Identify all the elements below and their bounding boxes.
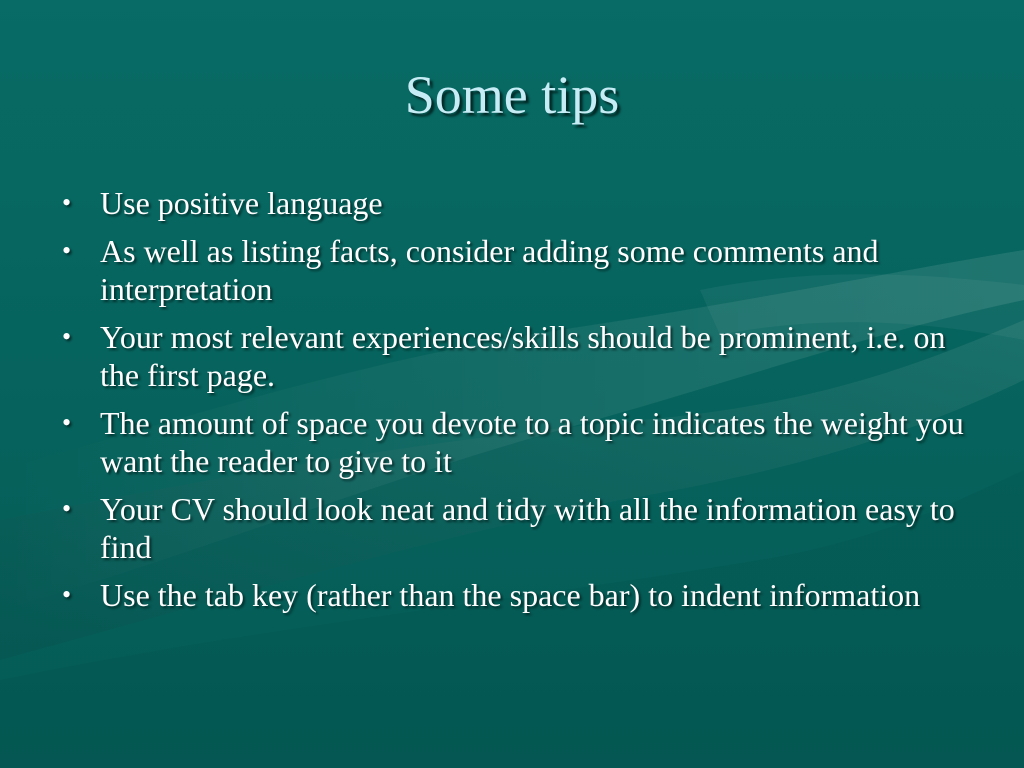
- bullet-icon: •: [62, 493, 72, 523]
- bullet-text: The amount of space you devote to a topic indicates the weight you want the reader to give to it: [100, 404, 964, 479]
- bullet-text: Use positive language: [100, 185, 383, 221]
- bullet-item: [58, 318, 988, 395]
- bullet-text: Use the tab key (rather than the space bar) to indent information: [100, 576, 921, 613]
- bullet-icon: •: [62, 407, 72, 437]
- bullet-text: Your CV should look neat and tidy with all the information easy to find: [100, 490, 955, 565]
- bullet-icon: •: [62, 321, 72, 351]
- bullet-item: [58, 490, 988, 567]
- bullet-icon: •: [62, 235, 72, 265]
- bullet-icon: •: [62, 579, 72, 609]
- bullet-item: [58, 232, 988, 309]
- bullet-text: As well as listing facts, consider adding some comments and interpretation: [100, 232, 879, 307]
- bullet-item: [58, 184, 988, 223]
- bullet-list: [58, 184, 988, 623]
- bullet-item: [58, 576, 988, 615]
- slide-title: Some tips: [404, 65, 620, 125]
- bullet-text: Your most relevant experiences/skills should be prominent, i.e. on the first page.: [100, 318, 946, 393]
- bullet-item: [58, 404, 988, 481]
- bullet-icon: •: [62, 188, 72, 217]
